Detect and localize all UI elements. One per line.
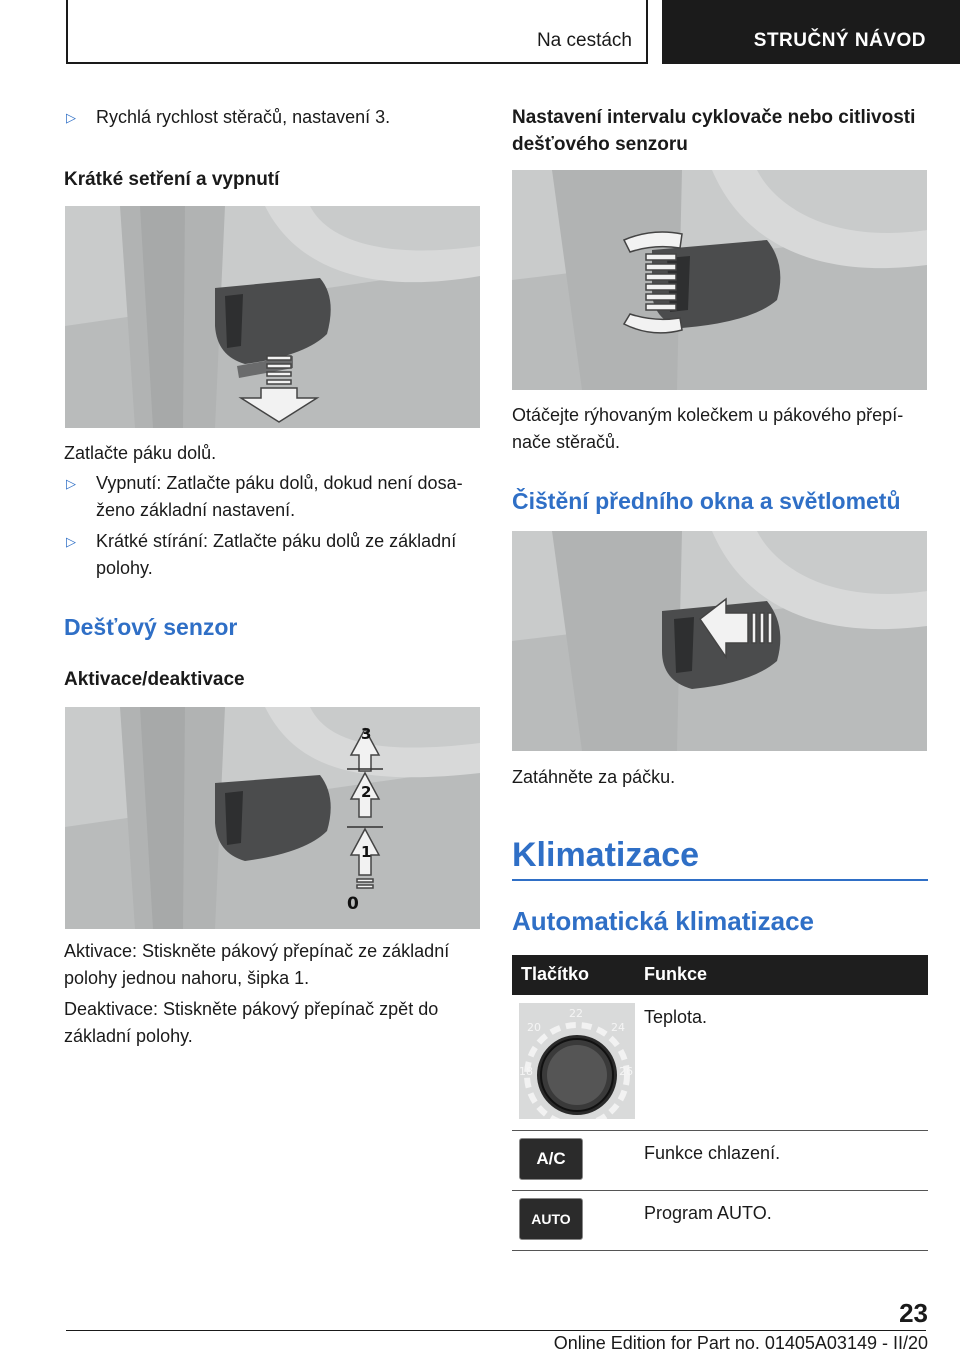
- dial-number: 26: [619, 1065, 633, 1078]
- table-cell-function: Funkce chlazení.: [644, 1143, 781, 1163]
- washer-pull-photo: [512, 531, 927, 751]
- climate-title: Klimatizace: [512, 836, 700, 874]
- dial-number: 18: [519, 1065, 533, 1078]
- activation-text: Aktivace: Stiskněte pákový přepínač ze základní polohy jednou nahoru, šipka 1.: [64, 941, 450, 988]
- dial-number: 22: [569, 1007, 583, 1020]
- interval-wheel-photo: [512, 170, 927, 390]
- interval-heading: Nastavení intervalu cyklovače nebo citlivosti dešťového senzoru: [512, 107, 916, 155]
- activation-heading: Aktivace/deaktivace: [64, 669, 245, 690]
- dial-number: 24: [611, 1021, 625, 1034]
- lever-down-photo: [65, 206, 480, 428]
- washer-title: Čištění předního okna a světlometů: [512, 488, 901, 514]
- arrow-label-3: 3: [361, 725, 372, 743]
- auto-climate-title: Automatická klimatizace: [512, 906, 815, 936]
- dial-number: 20: [527, 1021, 541, 1034]
- arrow-label-0: 0: [347, 894, 359, 914]
- bullet-text: Krátké stírání: Zatlačte páku dolů ze základní polohy.: [96, 531, 457, 578]
- ac-button-label: A/C: [536, 1149, 566, 1168]
- bullet-triangle-icon: ▷: [66, 534, 76, 549]
- bullet-triangle-icon: ▷: [66, 110, 76, 125]
- temperature-dial-image: [519, 1003, 635, 1119]
- short-wipe-caption: Zatlačte páku dolů.: [64, 443, 217, 463]
- page-number: 23: [899, 1298, 928, 1328]
- washer-caption: Zatáhněte za páčku.: [512, 767, 676, 787]
- table-header: [512, 955, 928, 995]
- footer-rule: [66, 1330, 926, 1331]
- header-guide-title: STRUČNÝ NÁVOD: [753, 30, 926, 51]
- rain-sensor-photo: [65, 707, 480, 929]
- bullet-text: Vypnutí: Zatlačte páku dolů, dokud není dosaženo základní nastavení.: [96, 473, 463, 520]
- interval-caption: Otáčejte rýhovaným kolečkem u pákového přepínače stěračů.: [512, 405, 904, 452]
- short-wipe-heading: Krátké setření a vypnutí: [64, 169, 280, 190]
- table-row-divider: [512, 1130, 928, 1131]
- rain-sensor-title: Dešťový senzor: [64, 614, 238, 640]
- auto-button-image: [519, 1198, 583, 1240]
- table-header-function: Funkce: [644, 964, 708, 984]
- deactivation-text: Deaktivace: Stiskněte pákový přepínač zpět do základní polohy.: [64, 999, 439, 1046]
- table-row-divider: [512, 1190, 928, 1191]
- arrow-label-1: 1: [361, 843, 372, 861]
- header-section-title: Na cestách: [536, 30, 632, 51]
- footer-edition: Online Edition for Part no. 01405A03149 - II/20: [553, 1333, 928, 1353]
- table-cell-function: Program AUTO.: [644, 1203, 772, 1223]
- ac-button-image: [519, 1138, 583, 1180]
- bullet-triangle-icon: ▷: [66, 476, 76, 491]
- bullet-item: [66, 470, 480, 524]
- header-section-box: [66, 0, 648, 64]
- header-guide-tab: [662, 0, 960, 64]
- table-header-button: Tlačítko: [521, 964, 590, 984]
- auto-button-label: AUTO: [531, 1211, 571, 1227]
- table-cell-function: Teplota.: [644, 1007, 708, 1027]
- bullet-item: [66, 528, 480, 582]
- bullet-text: Rychlá rychlost stěračů, nastavení 3.: [96, 107, 391, 127]
- table-row-divider: [512, 1250, 928, 1251]
- arrow-label-2: 2: [361, 783, 372, 801]
- bullet-item: [66, 104, 486, 131]
- climate-title-rule: [512, 879, 928, 881]
